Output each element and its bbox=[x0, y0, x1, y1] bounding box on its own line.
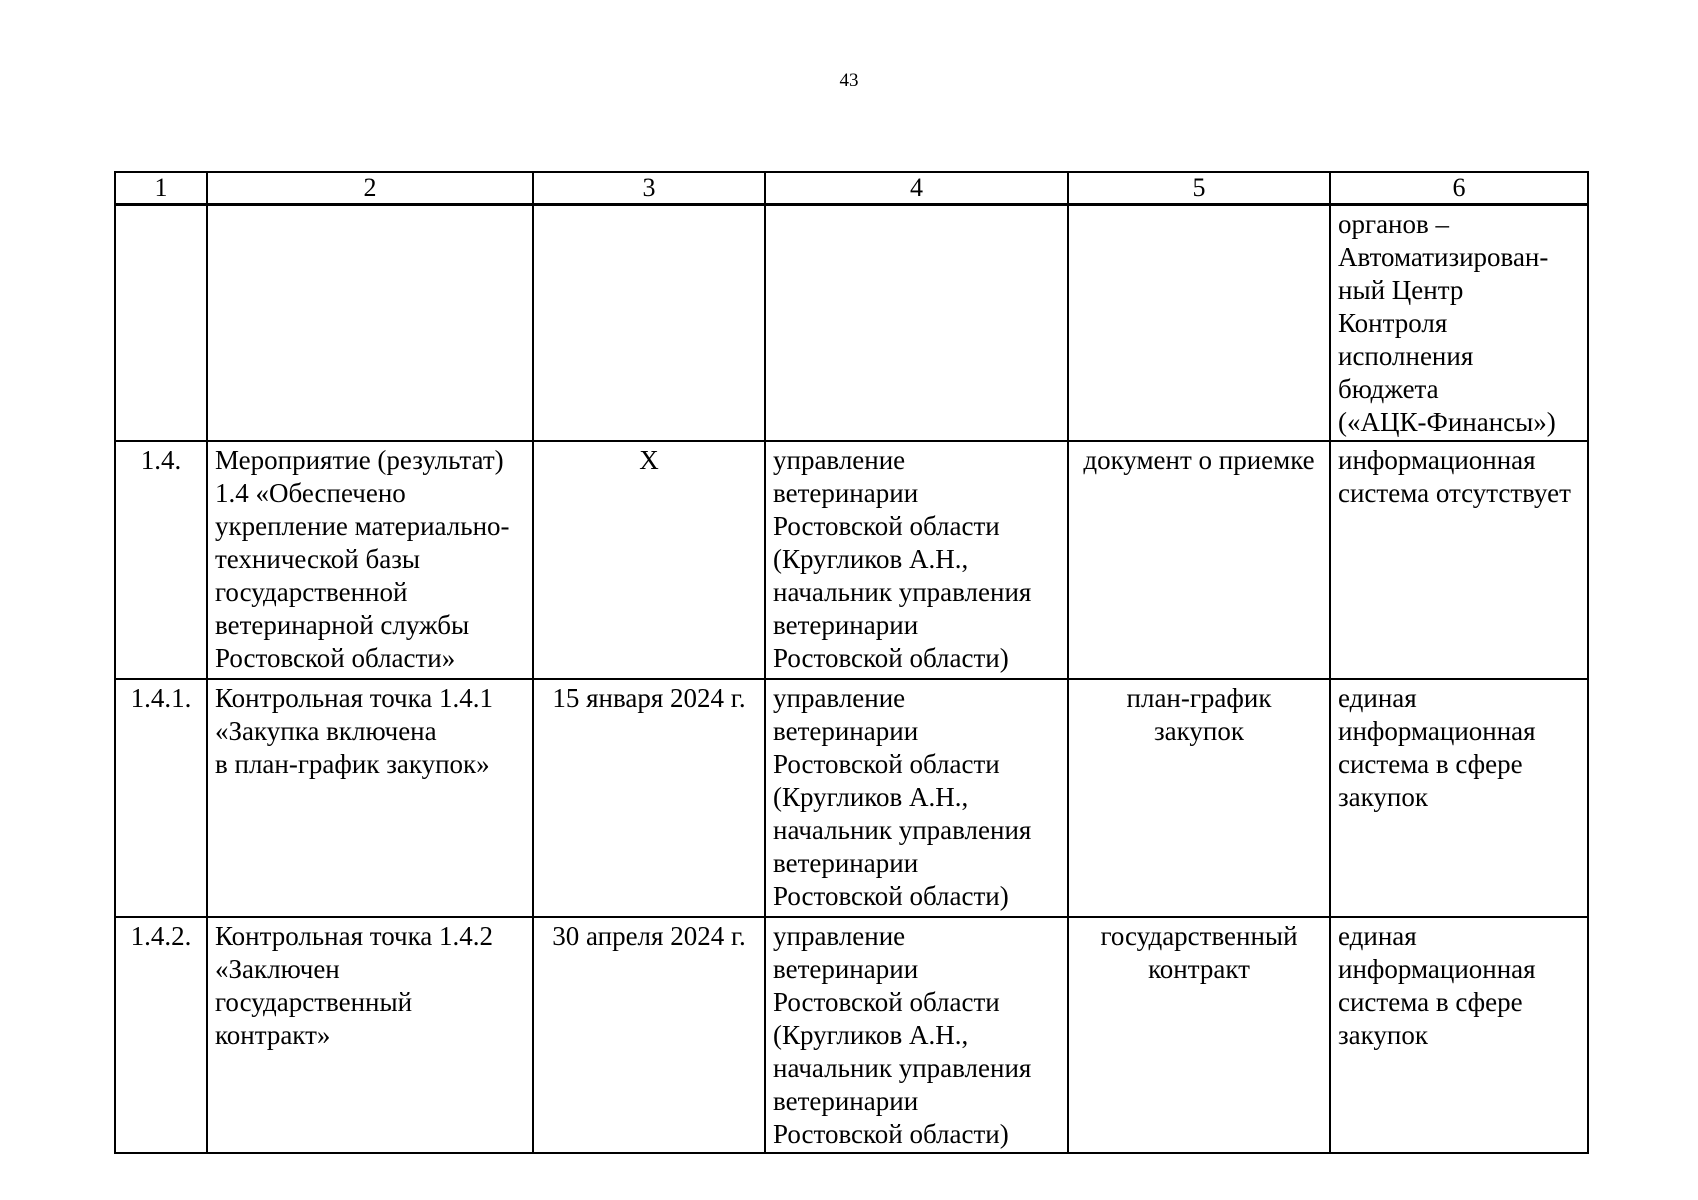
table-row bbox=[115, 441, 1588, 679]
table-row bbox=[115, 917, 1588, 1153]
row-number-cell: 1.4. bbox=[115, 441, 207, 679]
document-cell bbox=[1068, 205, 1330, 442]
deadline-cell: Х bbox=[533, 441, 765, 679]
column-header-3: 3 bbox=[533, 172, 765, 205]
event-name-cell bbox=[207, 205, 533, 442]
responsible-cell: управление ветеринарии Ростовской области (Кругликов А.Н., начальник управления ветеринарии Ростовской области) bbox=[765, 917, 1068, 1153]
document-cell: документ о приемке bbox=[1068, 441, 1330, 679]
info-system-cell: органов – Автоматизирован- ный Центр Контроля исполнения бюджета («АЦК-Финансы») bbox=[1330, 205, 1588, 442]
deadline-cell: 30 апреля 2024 г. bbox=[533, 917, 765, 1153]
table-row bbox=[115, 205, 1588, 442]
column-header-2: 2 bbox=[207, 172, 533, 205]
responsible-cell bbox=[765, 205, 1068, 442]
plan-table bbox=[114, 171, 1589, 1154]
event-name-cell: Контрольная точка 1.4.1 «Закупка включена в план-график закупок» bbox=[207, 679, 533, 917]
event-name-cell: Мероприятие (результат) 1.4 «Обеспечено укрепление материально- технической базы государственной ветеринарной службы Ростовской области» bbox=[207, 441, 533, 679]
document-cell: государственный контракт bbox=[1068, 917, 1330, 1153]
event-name-cell: Контрольная точка 1.4.2 «Заключен государственный контракт» bbox=[207, 917, 533, 1153]
table-row bbox=[115, 679, 1588, 917]
responsible-cell: управление ветеринарии Ростовской области (Кругликов А.Н., начальник управления ветеринарии Ростовской области) bbox=[765, 441, 1068, 679]
table-header-row bbox=[115, 172, 1588, 205]
row-number-cell: 1.4.2. bbox=[115, 917, 207, 1153]
info-system-cell: информационная система отсутствует bbox=[1330, 441, 1588, 679]
column-header-4: 4 bbox=[765, 172, 1068, 205]
info-system-cell: единая информационная система в сфере закупок bbox=[1330, 679, 1588, 917]
row-number-cell: 1.4.1. bbox=[115, 679, 207, 917]
row-number-cell bbox=[115, 205, 207, 442]
responsible-cell: управление ветеринарии Ростовской области (Кругликов А.Н., начальник управления ветеринарии Ростовской области) bbox=[765, 679, 1068, 917]
info-system-cell: единая информационная система в сфере закупок bbox=[1330, 917, 1588, 1153]
column-header-6: 6 bbox=[1330, 172, 1588, 205]
column-header-5: 5 bbox=[1068, 172, 1330, 205]
column-header-1: 1 bbox=[115, 172, 207, 205]
deadline-cell: 15 января 2024 г. bbox=[533, 679, 765, 917]
page-number: 43 bbox=[839, 70, 859, 91]
document-cell: план-график закупок bbox=[1068, 679, 1330, 917]
deadline-cell bbox=[533, 205, 765, 442]
